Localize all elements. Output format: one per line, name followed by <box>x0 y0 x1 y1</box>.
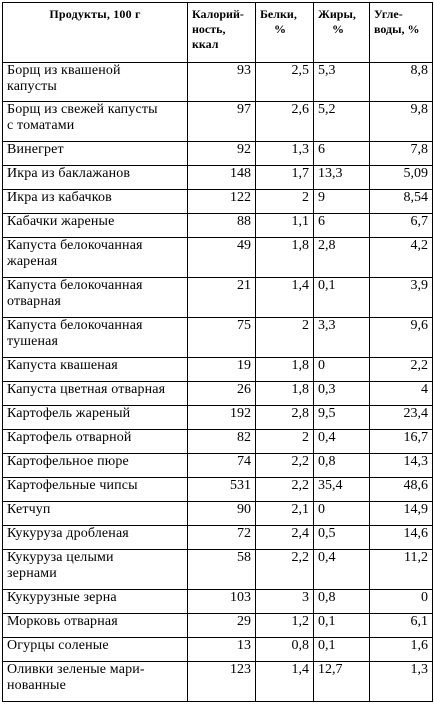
product-name: Капуста белокочанная <box>7 318 143 333</box>
table-row <box>3 662 433 702</box>
table-row <box>3 614 433 638</box>
carbs-cell: 8,8 <box>370 63 433 102</box>
protein-cell: 1,7 <box>256 166 314 190</box>
header-calories-line: ность, <box>192 22 226 36</box>
product-name: Икра из кабачков <box>7 190 112 205</box>
product-name: нованные <box>7 678 66 693</box>
product-name: Борщ из свежей капусты <box>7 102 158 117</box>
header-fat-line: % <box>332 22 344 36</box>
fat-cell: 5,2 <box>314 102 370 142</box>
product-name: зернами <box>7 566 57 581</box>
product-name: Борщ из квашеной <box>7 63 121 78</box>
carbs-cell: 1,6 <box>370 638 433 662</box>
product-name: отварная <box>7 294 61 309</box>
protein-cell: 2,1 <box>256 502 314 526</box>
calories-cell: 75 <box>188 318 256 358</box>
product-name: Кукурузные зерна <box>7 590 117 605</box>
protein-cell: 3 <box>256 590 314 614</box>
product-name-cell <box>3 478 188 502</box>
fat-cell: 0,1 <box>314 614 370 638</box>
fat-cell: 9 <box>314 190 370 214</box>
product-name-cell <box>3 406 188 430</box>
protein-cell: 2,6 <box>256 102 314 142</box>
calories-cell: 93 <box>188 63 256 102</box>
fat-cell: 3,3 <box>314 318 370 358</box>
protein-cell: 1,2 <box>256 614 314 638</box>
protein-cell: 1,8 <box>256 358 314 382</box>
protein-cell: 1,3 <box>256 142 314 166</box>
product-name-cell <box>3 430 188 454</box>
fat-cell: 0,3 <box>314 382 370 406</box>
protein-cell: 1,1 <box>256 214 314 238</box>
calories-cell: 26 <box>188 382 256 406</box>
protein-cell: 2,4 <box>256 526 314 550</box>
fat-cell: 0,4 <box>314 550 370 590</box>
product-name-cell <box>3 278 188 318</box>
carbs-cell: 14,3 <box>370 454 433 478</box>
product-name: Кукуруза целыми <box>7 550 114 565</box>
product-name: Кабачки жареные <box>7 214 115 229</box>
carbs-cell: 3,9 <box>370 278 433 318</box>
header-calories <box>188 3 256 63</box>
fat-cell: 12,7 <box>314 662 370 702</box>
carbs-cell: 14,9 <box>370 502 433 526</box>
carbs-cell: 16,7 <box>370 430 433 454</box>
product-name-cell <box>3 662 188 702</box>
nutrition-table <box>2 2 433 702</box>
fat-cell: 0,1 <box>314 278 370 318</box>
header-protein <box>256 3 314 63</box>
table-row <box>3 406 433 430</box>
header-carbs <box>370 3 433 63</box>
fat-cell: 0,8 <box>314 454 370 478</box>
product-name: Огурцы соленые <box>7 638 109 653</box>
product-name: Картофель отварной <box>7 430 132 445</box>
product-name: Оливки зеленые мари- <box>7 662 145 677</box>
fat-cell: 35,4 <box>314 478 370 502</box>
calories-cell: 19 <box>188 358 256 382</box>
product-name-cell <box>3 238 188 278</box>
header-carbs-line: Угле- <box>374 7 403 21</box>
calories-cell: 21 <box>188 278 256 318</box>
header-fat <box>314 3 370 63</box>
table-row <box>3 278 433 318</box>
product-name: жареная <box>7 254 58 269</box>
product-name-cell <box>3 358 188 382</box>
product-name: тушеная <box>7 334 59 349</box>
header-fat-line: Жиры, <box>318 7 356 21</box>
carbs-cell: 8,54 <box>370 190 433 214</box>
calories-cell: 82 <box>188 430 256 454</box>
product-name: Картофельные чипсы <box>7 478 138 493</box>
product-name: Кетчуп <box>7 502 51 517</box>
product-name-cell <box>3 526 188 550</box>
carbs-cell: 5,09 <box>370 166 433 190</box>
product-name-cell <box>3 382 188 406</box>
table-row <box>3 142 433 166</box>
fat-cell: 13,3 <box>314 166 370 190</box>
protein-cell: 2,2 <box>256 550 314 590</box>
protein-cell: 1,8 <box>256 382 314 406</box>
table-body <box>3 63 433 702</box>
fat-cell: 5,3 <box>314 63 370 102</box>
product-name-cell <box>3 502 188 526</box>
protein-cell: 2 <box>256 190 314 214</box>
fat-cell: 6 <box>314 214 370 238</box>
product-name: Капуста белокочанная <box>7 278 143 293</box>
protein-cell: 2,2 <box>256 478 314 502</box>
calories-cell: 192 <box>188 406 256 430</box>
calories-cell: 92 <box>188 142 256 166</box>
carbs-cell: 14,6 <box>370 526 433 550</box>
fat-cell: 0,1 <box>314 638 370 662</box>
carbs-cell: 4 <box>370 382 433 406</box>
product-name-cell <box>3 102 188 142</box>
product-name-cell <box>3 590 188 614</box>
table-row <box>3 382 433 406</box>
carbs-cell: 9,6 <box>370 318 433 358</box>
calories-cell: 90 <box>188 502 256 526</box>
calories-cell: 148 <box>188 166 256 190</box>
fat-cell: 9,5 <box>314 406 370 430</box>
product-name: с томатами <box>7 118 75 133</box>
header-row <box>3 3 433 63</box>
carbs-cell: 7,8 <box>370 142 433 166</box>
calories-cell: 49 <box>188 238 256 278</box>
table-row <box>3 318 433 358</box>
product-name-cell <box>3 63 188 102</box>
calories-cell: 97 <box>188 102 256 142</box>
calories-cell: 29 <box>188 614 256 638</box>
calories-cell: 58 <box>188 550 256 590</box>
calories-cell: 13 <box>188 638 256 662</box>
calories-cell: 72 <box>188 526 256 550</box>
carbs-cell: 2,2 <box>370 358 433 382</box>
carbs-cell: 9,8 <box>370 102 433 142</box>
calories-cell: 123 <box>188 662 256 702</box>
header-product-label: Продукты, 100 г <box>49 7 141 21</box>
product-name-cell <box>3 142 188 166</box>
protein-cell: 1,4 <box>256 278 314 318</box>
carbs-cell: 6,1 <box>370 614 433 638</box>
protein-cell: 1,8 <box>256 238 314 278</box>
product-name: Картофель жареный <box>7 406 131 421</box>
product-name-cell <box>3 190 188 214</box>
carbs-cell: 11,2 <box>370 550 433 590</box>
table-row <box>3 102 433 142</box>
table-row <box>3 238 433 278</box>
protein-cell: 2,8 <box>256 406 314 430</box>
table-row <box>3 478 433 502</box>
table-row <box>3 166 433 190</box>
table-row <box>3 190 433 214</box>
product-name-cell <box>3 166 188 190</box>
fat-cell: 6 <box>314 142 370 166</box>
carbs-cell: 23,4 <box>370 406 433 430</box>
product-name: Икра из баклажанов <box>7 166 131 181</box>
header-carbs-line: воды, % <box>374 22 420 36</box>
calories-cell: 103 <box>188 590 256 614</box>
fat-cell: 0 <box>314 502 370 526</box>
table-row <box>3 430 433 454</box>
table-row <box>3 590 433 614</box>
calories-cell: 88 <box>188 214 256 238</box>
product-name: Морковь отварная <box>7 614 118 629</box>
protein-cell: 2,2 <box>256 454 314 478</box>
table-row <box>3 358 433 382</box>
header-calories-line: Калорий- <box>192 7 244 21</box>
carbs-cell: 6,7 <box>370 214 433 238</box>
product-name: капусты <box>7 79 57 94</box>
table-row <box>3 550 433 590</box>
carbs-cell: 1,3 <box>370 662 433 702</box>
product-name: Картофельное пюре <box>7 454 129 469</box>
fat-cell: 0,4 <box>314 430 370 454</box>
table-row <box>3 502 433 526</box>
table-row <box>3 526 433 550</box>
product-name: Капуста белокочанная <box>7 238 143 253</box>
calories-cell: 74 <box>188 454 256 478</box>
header-protein-line: Белки, <box>260 7 297 21</box>
table-row <box>3 214 433 238</box>
fat-cell: 0 <box>314 358 370 382</box>
product-name-cell <box>3 318 188 358</box>
product-name: Винегрет <box>7 142 64 157</box>
fat-cell: 0,5 <box>314 526 370 550</box>
product-name-cell <box>3 454 188 478</box>
carbs-cell: 0 <box>370 590 433 614</box>
header-protein-line: % <box>274 22 286 36</box>
protein-cell: 2 <box>256 318 314 358</box>
product-name-cell <box>3 550 188 590</box>
fat-cell: 2,8 <box>314 238 370 278</box>
table-row <box>3 454 433 478</box>
fat-cell: 0,8 <box>314 590 370 614</box>
protein-cell: 2,5 <box>256 63 314 102</box>
header-calories-line: ккал <box>192 37 219 51</box>
protein-cell: 1,4 <box>256 662 314 702</box>
table-row <box>3 638 433 662</box>
product-name: Кукуруза дробленая <box>7 526 129 541</box>
carbs-cell: 4,2 <box>370 238 433 278</box>
header-product <box>3 3 188 63</box>
protein-cell: 0,8 <box>256 638 314 662</box>
carbs-cell: 48,6 <box>370 478 433 502</box>
product-name-cell <box>3 214 188 238</box>
calories-cell: 531 <box>188 478 256 502</box>
protein-cell: 2 <box>256 430 314 454</box>
product-name: Капуста цветная отварная <box>7 382 166 397</box>
product-name-cell <box>3 638 188 662</box>
product-name: Капуста квашеная <box>7 358 118 373</box>
product-name-cell <box>3 614 188 638</box>
table-row <box>3 63 433 102</box>
calories-cell: 122 <box>188 190 256 214</box>
